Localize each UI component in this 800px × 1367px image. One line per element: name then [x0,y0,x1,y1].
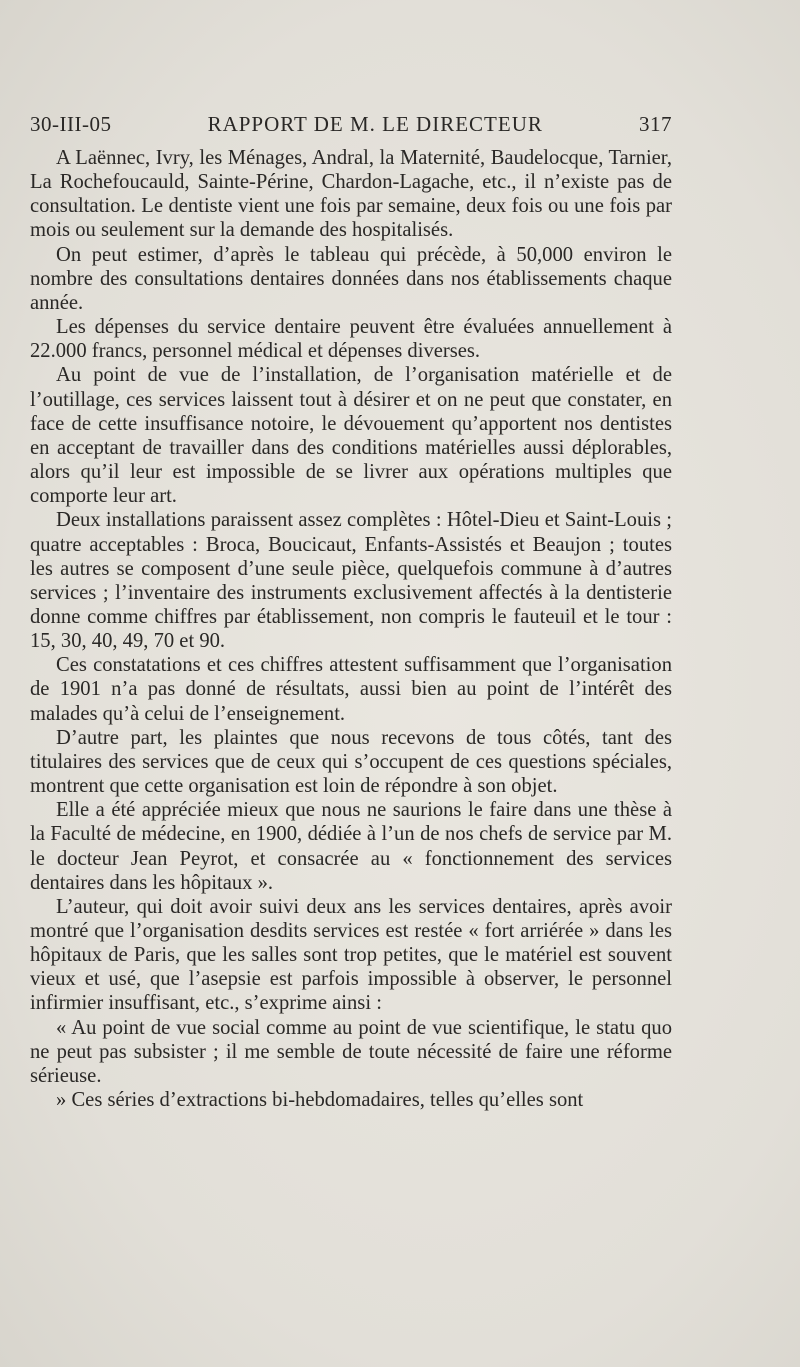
paragraph: L’auteur, qui doit avoir suivi deux ans les services dentaires, après avoir montré que l’organisation desdits services est restée « fort arriérée » dans les hôpitaux de Paris, que les salles sont trop petites, que le matériel est souvent vieux et usé, que l’asepsie est parfois impossible à observer, le personnel infirmier insuffisant, etc., s’exprime ainsi : [30,895,672,1015]
paragraph: Au point de vue de l’installation, de l’organisation matérielle et de l’outillage, ces services laissent tout à désirer et on ne peut que constater, en face de cette insuffisance notoire, le dévouement qu’apportent nos dentistes en acceptant de travailler dans des conditions matérielles aussi déplorables, alors qu’il leur est impossible de se livrer aux opérations multiples que comporte leur art. [30,364,672,508]
paragraph: D’autre part, les plaintes que nous recevons de tous côtés, tant des titulaires des services que de ceux qui s’occupent de ces questions spéciales, montrent que cette organisation est loin de répondre à son objet. [30,726,672,798]
quotation-paragraph: » Ces séries d’extractions bi-hebdomadaires, telles qu’elles sont [56,1089,584,1112]
paragraph: Deux installations paraissent assez complètes : Hôtel-Dieu et Saint-Louis ; quatre acceptables : Broca, Boucicaut, Enfants-Assistés et Beaujon ; toutes les autres se composent d’une seule pièce, quelquefois commune à d’autres services ; l’inventaire des instruments exclusivement affectés à la dentisterie donne comme chiffres par établissement, non compris le fauteuil et le tour : 15, 30, 40, 49, 70 et 90. [30,509,672,653]
paragraph: On peut estimer, d’après le tableau qui précède, à 50,000 environ le nombre des consultations dentaires données dans nos établissements chaque année. [30,243,672,314]
paragraph: A Laënnec, Ivry, les Ménages, Andral, la Maternité, Baudelocque, Tarnier, La Rochefoucauld, Sainte-Périne, Chardon-Lagache, etc., il n’existe pas de consultation. Le dentiste vient une fois par semaine, deux fois ou une fois par mois ou seulement sur la demande des hospitalisés. [30,147,672,242]
paragraph: Ces constatations et ces chiffres attestent suffisamment que l’organisation de 1901 n’a pas donné de résultats, aussi bien au point de l’intérêt des malades qu’à celui de l’enseignement. [30,654,672,725]
body-text [30,146,672,1112]
paragraph: Elle a été appréciée mieux que nous ne saurions le faire dans une thèse à la Faculté de médecine, en 1900, dédiée à l’un de nos chefs de service par M. le docteur Jean Peyrot, et consacrée au « fonctionnement des services dentaires dans les hôpitaux ». [30,799,672,894]
page-number: 317 [638,112,672,136]
running-header [30,112,672,142]
header-title: RAPPORT DE M. LE DIRECTEUR [207,112,543,136]
paragraph: Les dépenses du service dentaire peuvent être évaluées annuellement à 22.000 francs, personnel médical et dépenses diverses. [30,316,672,363]
header-date: 30-III-05 [30,112,112,136]
quotation-paragraph: « Au point de vue social comme au point de vue scientifique, le statu quo ne peut pas subsister ; il me semble de toute nécessité de faire une réforme sérieuse. [30,1016,672,1087]
